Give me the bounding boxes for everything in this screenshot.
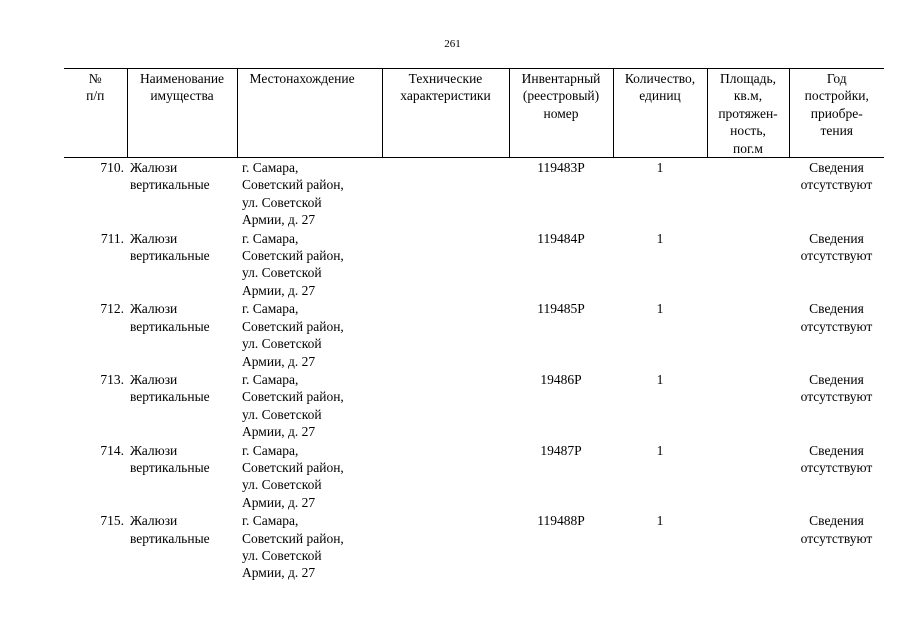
- header-name: Наименование имущества: [127, 69, 237, 158]
- row-num: 712.: [100, 301, 124, 317]
- header-tech: Технические характеристики: [382, 69, 509, 158]
- row-area: [707, 299, 789, 370]
- row-tech: [382, 299, 509, 370]
- row-name: Жалюзи вертикальные: [130, 301, 210, 334]
- row-area: [707, 158, 789, 229]
- table-row: [64, 299, 884, 370]
- row-area: [707, 441, 789, 512]
- table-row: [64, 229, 884, 300]
- header-location: Местонахождение: [237, 69, 382, 158]
- row-tech: [382, 229, 509, 300]
- row-inventory: 119484Р: [537, 230, 585, 246]
- row-num: 711.: [100, 230, 124, 246]
- row-inventory: 119488Р: [537, 513, 585, 529]
- page-number: 261: [444, 38, 461, 50]
- row-location: г. Самара, Советский район, ул. Советской Армии, д. 27: [242, 513, 344, 581]
- row-year: Сведения отсутствуют: [800, 160, 873, 193]
- row-inventory: 119485Р: [537, 301, 585, 317]
- table-body: [64, 158, 884, 582]
- row-name: Жалюзи вертикальные: [130, 371, 210, 405]
- row-tech: [382, 511, 509, 582]
- row-tech: [382, 158, 509, 229]
- row-tech: [382, 441, 509, 512]
- row-quantity: 1: [656, 160, 664, 176]
- row-quantity: 1: [656, 513, 664, 529]
- row-location: г. Самара, Советский район, ул. Советской Армии, д. 27: [242, 230, 344, 298]
- property-registry-table: [64, 68, 884, 582]
- row-num: 710.: [100, 160, 124, 176]
- row-name: Жалюзи вертикальные: [130, 230, 210, 264]
- row-name: Жалюзи вертикальные: [130, 160, 210, 193]
- row-num: 715.: [100, 513, 124, 529]
- row-tech: [382, 370, 509, 441]
- row-location: г. Самара, Советский район, ул. Советской Армии, д. 27: [242, 442, 344, 510]
- row-year: Сведения отсутствуют: [800, 301, 873, 334]
- row-num: 713.: [100, 371, 124, 387]
- row-location: г. Самара, Советский район, ул. Советской Армии, д. 27: [242, 160, 344, 228]
- row-num: 714.: [100, 442, 124, 458]
- table-row: [64, 370, 884, 441]
- row-inventory: 19487Р: [540, 442, 582, 458]
- table-row: [64, 511, 884, 582]
- row-year: Сведения отсутствуют: [800, 230, 873, 264]
- row-inventory: 19486Р: [540, 371, 582, 387]
- row-area: [707, 229, 789, 300]
- table-header: [64, 69, 884, 158]
- header-row: [64, 69, 884, 158]
- row-area: [707, 511, 789, 582]
- row-quantity: 1: [656, 230, 664, 246]
- row-quantity: 1: [656, 371, 664, 387]
- row-year: Сведения отсутствуют: [800, 442, 873, 475]
- header-num: № п/п: [64, 69, 127, 158]
- table-row: [64, 158, 884, 229]
- row-quantity: 1: [656, 442, 664, 458]
- row-location: г. Самара, Советский район, ул. Советской Армии, д. 27: [242, 301, 344, 369]
- header-inventory: Инвентарный (реестровый) номер: [509, 69, 613, 158]
- row-name: Жалюзи вертикальные: [130, 513, 210, 546]
- row-name: Жалюзи вертикальные: [130, 442, 210, 475]
- row-location: г. Самара, Советский район, ул. Советской Армии, д. 27: [242, 371, 344, 440]
- header-quantity: Количество, единиц: [613, 69, 707, 158]
- row-area: [707, 370, 789, 441]
- header-year: Год постройки, приобре- тения: [789, 69, 884, 158]
- table-row: [64, 441, 884, 512]
- header-area: Площадь, кв.м, протяжен- ность, пог.м: [707, 69, 789, 158]
- row-year: Сведения отсутствуют: [800, 371, 873, 405]
- row-year: Сведения отсутствуют: [800, 513, 873, 546]
- row-inventory: 119483Р: [537, 160, 585, 176]
- row-quantity: 1: [656, 301, 664, 317]
